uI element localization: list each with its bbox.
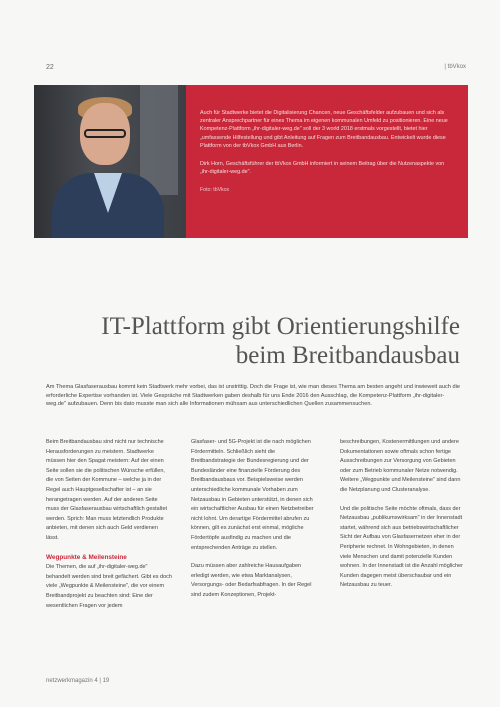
- col2-paragraph-1: Glasfaser- und 5G-Projekt ist die nach möglichen Fördermitteln. Schließlich sieht die Breitbandstrategie der Bundesregierung und der Bundesländer eine finanzielle Förderung des Breitbandausbaus vor. Beispielsweise werden unterschiedliche kommunale Vorhaben zum Netzausbau in Gebieten unterstützt, in denen sich ein wirtschaftlicher Ausbau für einen Netzbetreiber nicht lohnt. Um derartige Fördermittel abrufen zu können, gilt es zunächst erst einmal, mögliche Fördertöpfe ausfindig zu machen und die entsprechenden Anträge zu stellen.: [191, 439, 314, 551]
- col3-paragraph-1: beschreibungen, Kostenermittlungen und andere Dokumentationen sowie oftmals schon fertige Ausschreibungen zur Versorgung von Gebieten oder zum Betrieb kommunaler Netze notwendig. Weitere „Wegpunkte und Meilensteine" sind dann die Netzplanung und Clusteranalyse.: [340, 439, 461, 493]
- column-1: [46, 438, 172, 620]
- title-line-2: beim Breitbandausbau: [235, 342, 460, 369]
- subheading: Wegpunkte & Meilensteine: [46, 553, 127, 561]
- author-photo: [34, 85, 186, 238]
- page-footer: netzwerkmagazin 4 | 19: [46, 678, 110, 684]
- title-line-1: IT-Plattform gibt Orientierungshilfe: [101, 313, 460, 340]
- photo-credit: Foto: tbVkox: [200, 187, 230, 194]
- column-3: [340, 438, 466, 600]
- hero-intro: Auch für Stadtwerke bietet die Digitalisierung Chancen, neue Geschäftsfelder aufzubauen und sich als zentraler Ansprechpartner für eines Thema im eigenen kommunalen Umfeld zu positionieren. Eine neue Kompetenz-Plattform „ihr-digitaler-weg.de" soll der 3 world 2018 erstmals vorgestellt, bietet hier „umfassende Hilfestellung und gibt Anleitung auf Fragen zum Breitbandausbau. Entwickelt wurde diese Plattform von der tbVkox GmbH aus Berlin.: [200, 110, 448, 149]
- photo-glasses: [84, 129, 126, 138]
- article-lead: Am Thema Glasfaserausbau kommt kein Stadtwerk mehr vorbei, das ist unstrittig. Doch die Frage ist, wie man dieses Thema am besten angeht und inwieweit auch die erforderliche Expertise vorhanden ist. Viele Gespräche mit Stadtwerken gaben deshalb für uns Ende 2016 den Ausschlag, die Kompetenz-Plattform „ihr-digitaler-weg.de" aufzubauen. Denn bis dato musste man sich alle Informationen mühsam aus unterschiedlichen Quellen zusammensuchen.: [46, 384, 460, 408]
- col1-paragraph-1: Beim Breitbandausbau sind nicht nur technische Herausforderungen zu meistern. Stadtwerke müssen hier den Spagat meistern: Auf der einen Seite sollen sie die politischen Wünsche erfüllen, die von Seiten der Kommune – welche ja in der Regel auch Hauptgesellschafter ist – an sie herangetragen werden. Auf der anderen Seite muss der Glasfaserausbau wirtschaftlich gestaltet werden. Sprich: Man muss letztendlich Produkte anbieten, mit denen sich auch Geld verdienen lässt.: [46, 439, 168, 541]
- col2-paragraph-2: Dazu müssen aber zahlreiche Hausaufgaben erledigt werden, wie etwa Marktanalysen, Versorgungs- oder Bedarfsabfragen. In der Regel sind zudem Konzeptionen, Projekt-: [191, 563, 312, 598]
- header-tag: | tbVkox: [444, 64, 466, 70]
- article-title: [40, 312, 460, 370]
- column-2: [191, 438, 317, 610]
- hero-text-box: [186, 85, 468, 238]
- hero-author-note: Dirk Horn, Geschäftsführer der tbVkox GmbH informiert in seinem Beitrag über die Nutzenaspekte von „ihr-digitaler-weg.de".: [200, 161, 445, 176]
- page-number: 22: [46, 64, 54, 71]
- hero-section: [34, 85, 468, 238]
- col1-paragraph-2: Die Themen, die auf „ihr-digitaler-weg.de" behandelt werden sind breit gefächert. Gibt es doch viele „Wegpunkte & Meilensteine", die vor einem Breitbandprojekt zu beachten sind: Eine der wesentlichen Fragen vor jedem: [46, 564, 172, 609]
- col3-paragraph-2: Und die politische Seite möchte oftmals, dass der Netzausbau „publikumswirksam" in der Innenstadt startet, während sich aus betriebswirtschaftlicher Sicht der Aufbau von Glasfasernetzen eher in der Peripherie rechnet. In Wohngebieten, in denen viele Menschen und damit potenzielle Kunden wohnen. In der Innenstadt ist die Anzahl möglicher Kunden dagegen meist überschaubar und ein Netzausbau zu teuer.: [340, 505, 463, 589]
